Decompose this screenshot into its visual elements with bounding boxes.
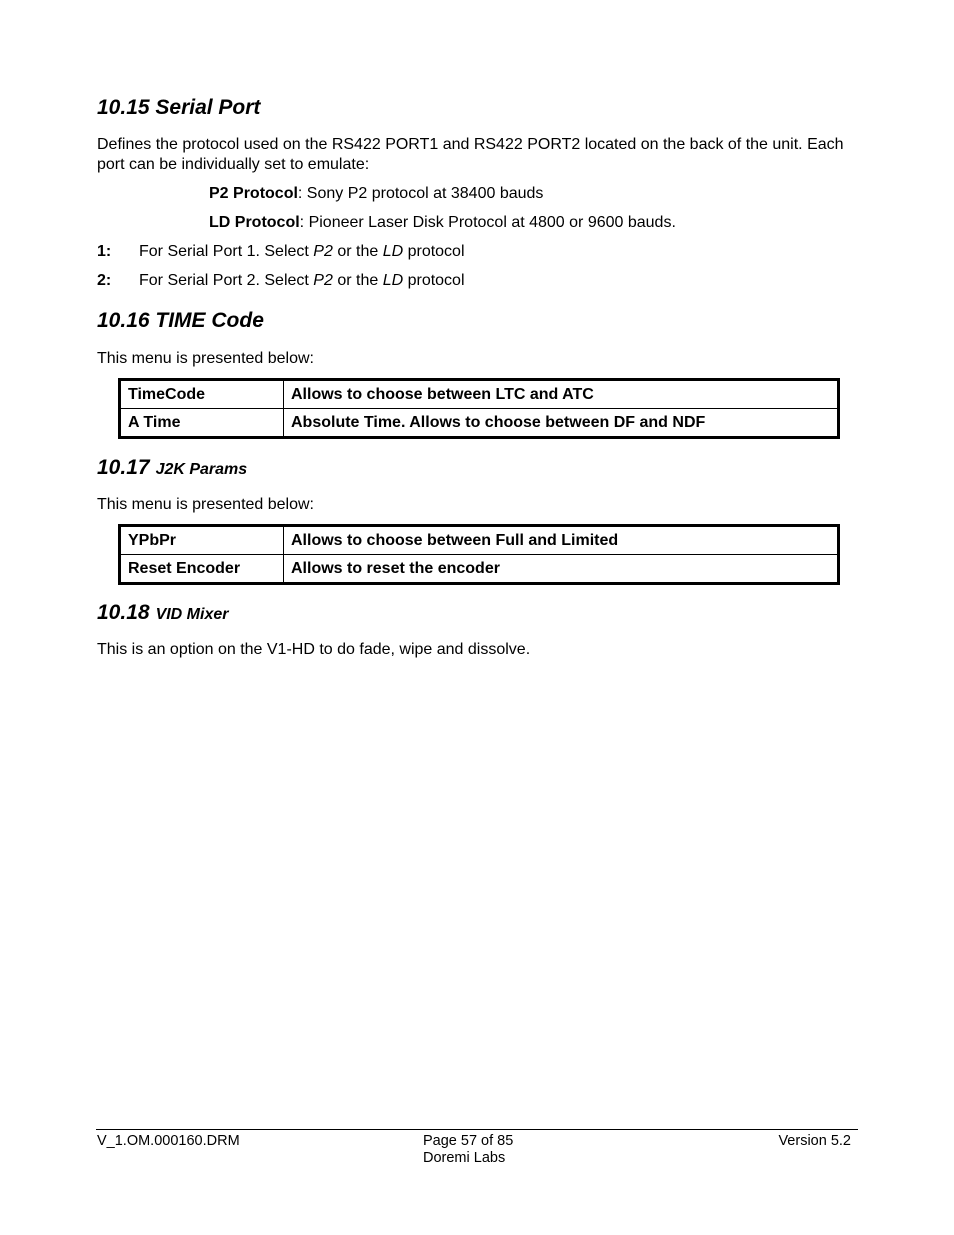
footer-doc-id: V_1.OM.000160.DRM [97, 1133, 240, 1149]
section-heading-j2k-params [97, 456, 247, 480]
serial-port-intro: Defines the protocol used on the RS422 PORT1 and RS422 PORT2 located on the back of the unit. Each port can be individually set to emulate: [97, 136, 844, 173]
j2k-params-menu-table [118, 524, 840, 585]
section-number: 10.18 [97, 601, 150, 624]
list-item-mid: or the [332, 272, 383, 289]
section-heading-serial-port: 10.15 Serial Port [97, 96, 261, 119]
table-row [120, 526, 839, 555]
list-item-option-p2: P2 [313, 272, 333, 289]
p2-protocol-desc: : Sony P2 protocol at 38400 bauds [297, 185, 544, 202]
list-item-post: protocol [403, 272, 465, 289]
vid-mixer-text: This is an option on the V1-HD to do fade, wipe and dissolve. [97, 641, 531, 658]
time-code-intro: This menu is presented below: [97, 350, 314, 367]
ld-protocol-desc: : Pioneer Laser Disk Protocol at 4800 or 9600 bauds. [299, 214, 676, 231]
p2-protocol-label: P2 Protocol [209, 185, 298, 202]
menu-item-name: Reset Encoder [120, 555, 284, 584]
section-number: 10.17 [97, 456, 150, 479]
list-item-text [139, 242, 465, 262]
menu-item-desc: Allows to choose between Full and Limited [284, 526, 839, 555]
section-title: VID Mixer [155, 606, 229, 623]
list-item-text [139, 271, 465, 291]
ld-protocol-label: LD Protocol [209, 214, 300, 231]
menu-item-desc: Allows to choose between LTC and ATC [284, 380, 839, 409]
section-heading-vid-mixer [97, 601, 228, 625]
ld-protocol-line [209, 213, 676, 233]
list-item-option-ld: LD [382, 272, 404, 289]
menu-item-desc: Allows to reset the encoder [284, 555, 839, 584]
p2-protocol-line [209, 184, 543, 204]
menu-item-name: YPbPr [120, 526, 284, 555]
time-code-menu-table [118, 378, 840, 439]
table-row [120, 409, 839, 438]
footer-divider [96, 1129, 858, 1130]
table-row [120, 555, 839, 584]
list-item-number: 1: [97, 243, 112, 260]
list-item-option-ld: LD [382, 243, 404, 260]
list-item-option-p2: P2 [313, 243, 333, 260]
list-item-pre: For Serial Port 1. Select [139, 243, 314, 260]
table-row [120, 380, 839, 409]
footer-version: Version 5.2 [778, 1133, 851, 1149]
menu-item-name: TimeCode [120, 380, 284, 409]
list-item-post: protocol [403, 243, 465, 260]
menu-item-name: A Time [120, 409, 284, 438]
list-item-number: 2: [97, 272, 112, 289]
footer-page-number: Page 57 of 85 [423, 1133, 514, 1149]
menu-item-desc: Absolute Time. Allows to choose between DF and NDF [284, 409, 839, 438]
list-item-mid: or the [332, 243, 383, 260]
footer-center [423, 1133, 513, 1167]
list-item-pre: For Serial Port 2. Select [139, 272, 314, 289]
section-heading-time-code: 10.16 TIME Code [97, 309, 264, 332]
footer-company: Doremi Labs [423, 1150, 506, 1166]
j2k-params-intro: This menu is presented below: [97, 496, 314, 513]
section-title: J2K Params [155, 461, 248, 478]
